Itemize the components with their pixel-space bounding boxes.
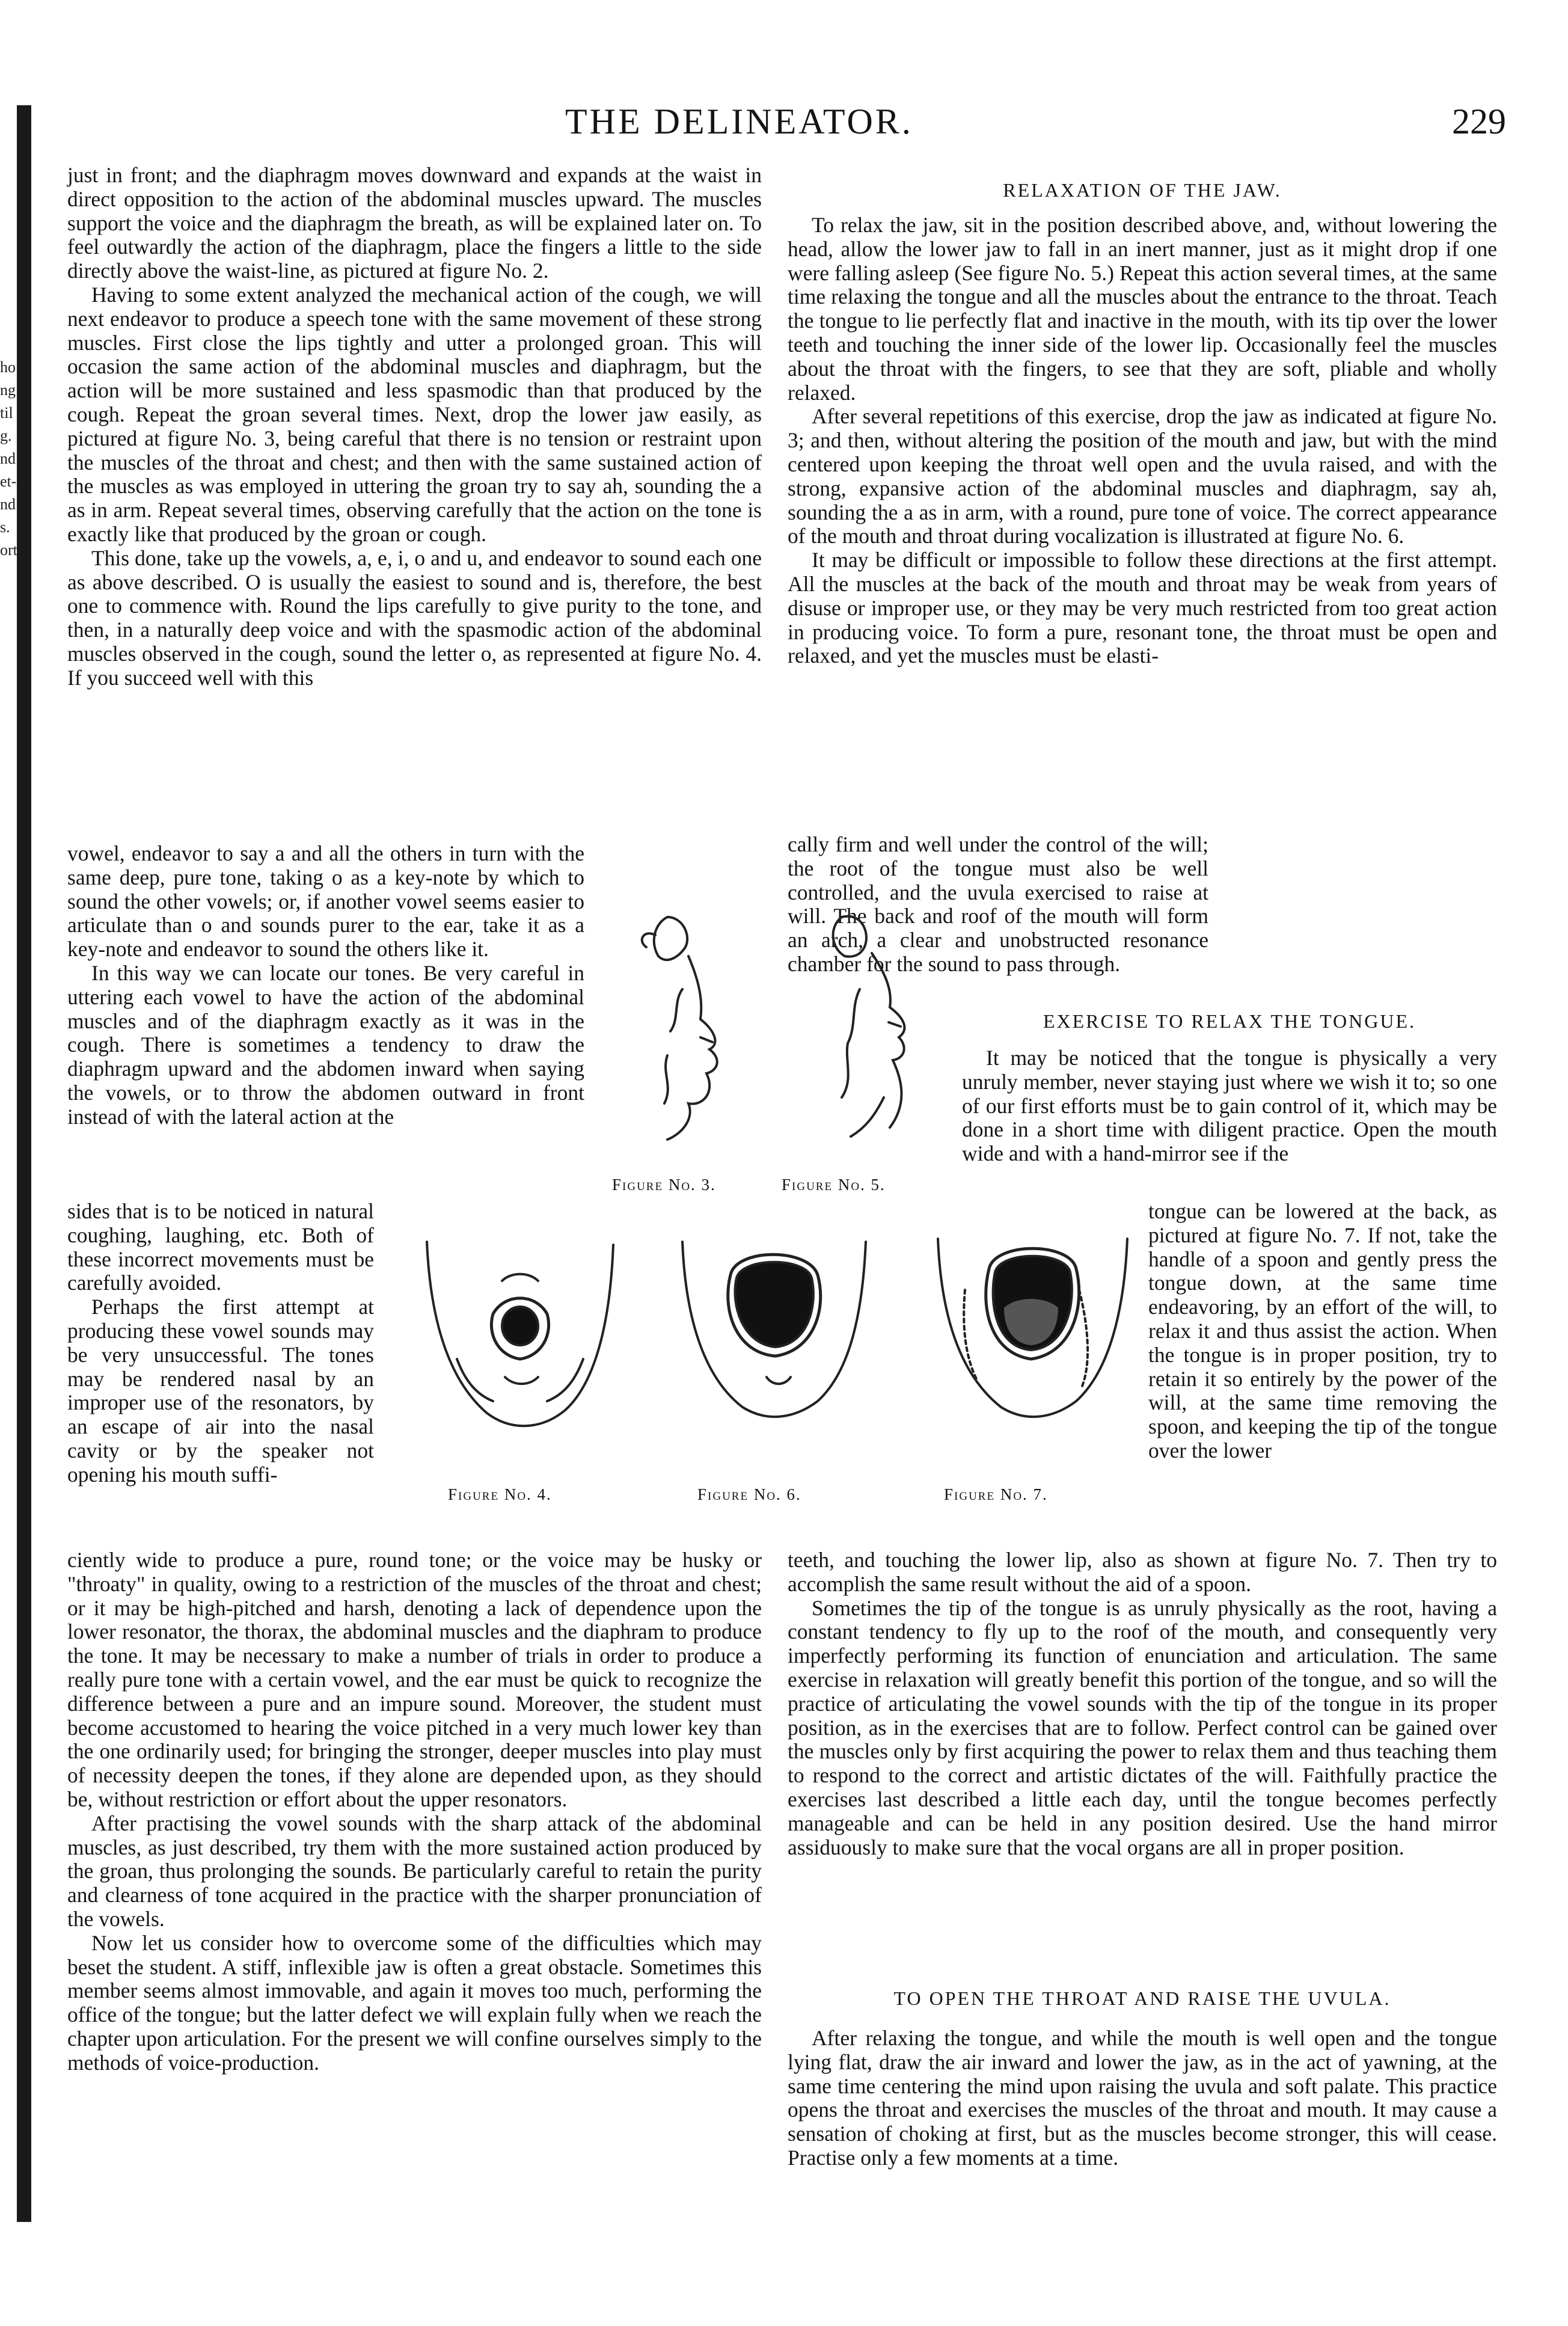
paragraph: To relax the jaw, sit in the position described above, and, without lowering the head, allow the lower jaw to fall in an inert manner, just as it might drop if one were falling asleep (See figure No. 5.) Repeat this action several times, at the same time relaxing the tongue and all the muscles about the entrance to the throat. Teach the tongue to lie perfectly flat and inactive in the mouth, with its tip over the lower teeth and touching the inner side of the lower lip. Occasionally feel the muscles about the throat with the fingers, to see that they are soft, pliable and wholly relaxed.: [788, 213, 1497, 405]
figure-4-illustration: [421, 1239, 619, 1434]
left-column-bottom: [67, 1548, 762, 2075]
paragraph: It may be noticed that the tongue is physically a very unruly member, never staying just where we wish it to; so one of our first efforts must be to gain control of it, which may be done in a short time with diligent practice. Open the mouth wide and with a hand-mirror see if the: [962, 1046, 1497, 1166]
figure-3-illustration: [631, 899, 746, 1146]
gutter-fragment: ho: [0, 358, 16, 376]
paragraph: just in front; and the diaphragm moves downward and expands at the waist in direct opposition to the action of the abdominal muscles upward. The muscles support the voice and the diaphragm the breath, as will be explained later on. To feel outwardly the action of the diaphragm, place the fingers a little to the side directly above the waist-line, as pictured at figure No. 2.: [67, 163, 762, 283]
binding-gutter: [17, 105, 31, 2222]
paragraph: tongue can be lowered at the back, as pictured at figure No. 7. If not, take the handle of a spoon and gently press the tongue down, at the same time endeavoring, by an effort of the will, to relax it and thus assist the action. When the tongue is in proper position, try to retain it so entirely by the power of the will, at the same time removing the spoon, and keeping the tip of the tongue over the lower: [1148, 1199, 1497, 1462]
left-column-top: [67, 164, 762, 690]
tongue-wrap-2: [1148, 1200, 1497, 1463]
left-wrap-2: [67, 1200, 374, 1487]
tongue-wrap-1: [962, 1046, 1497, 1166]
figure-5-caption: Figure No. 5.: [782, 1176, 886, 1194]
gutter-fragment: til: [0, 404, 13, 422]
paragraph: After relaxing the tongue, and while the mouth is well open and the tongue lying flat, draw the air inward and lower the jaw, as in the act of yawning, at the same time centering the mind upon raising the uvula and soft palate. This practice opens the throat and exercises the muscles of the throat and mouth. It may cause a sensation of choking at first, but as the muscles become stronger, this will cease. Practise only a few moments at a time.: [788, 2026, 1497, 2170]
figure-5-illustration: [818, 899, 938, 1146]
section-heading-throat: TO OPEN THE THROAT AND RAISE THE UVULA.: [893, 1987, 1391, 2009]
paragraph: In this way we can locate our tones. Be very careful in uttering each vowel to have the action of the abdominal muscles and of the diaphragm exactly as it was in the cough. There is sometimes a tendency to draw the diaphragm upward and the abdomen inward when saying the vowels, or to throw the abdomen outward in front instead of with the lateral action at the: [67, 960, 584, 1129]
paragraph: Sometimes the tip of the tongue is as unruly physically as the root, having a constant tendency to fly up to the roof of the mouth, and consequently very imperfectly performing its function of enunciation and articulation. The same exercise in relaxation will greatly benefit this portion of the tongue, and so will the practice of articulating the vowel sounds with the tip of the tongue in its proper position, as in the exercises that are to follow. Perfect control can be gained over the muscles only by first acquiring the power to relax them and thus teaching them to respond to the correct and artistic dictates of the will. Faithfully practice the exercises last described a little each day, until the tongue becomes perfectly manageable and can be held in any position desired. Use the hand mirror assiduously to make sure that the vocal organs are all in proper position.: [788, 1595, 1497, 1859]
paragraph: After several repetitions of this exercise, drop the jaw as indicated at figure No. 3; and then, without altering the position of the mouth and jaw, but with the mind centered upon keeping the throat well open and the uvula raised, and with the strong, expansive action of the abdominal muscles and diaphragm, say ah, sounding the a as in arm, with a round, pure tone of voice. The correct appearance of the mouth and throat during vocalization is illustrated at figure No. 6.: [788, 404, 1497, 548]
gutter-fragment: g.: [0, 427, 12, 444]
running-head: THE DELINEATOR.: [565, 102, 913, 141]
gutter-fragment: s.: [0, 518, 10, 536]
paragraph: Perhaps the first attempt at producing these vowel sounds may be very unsuccessful. The tones may be rendered nasal by an improper use of the resonators, by an escape of air into the nasal cavity or by the speaker not opening his mouth suffi-: [67, 1295, 374, 1487]
paragraph: It may be difficult or impossible to follow these directions at the first attempt. All the muscles at the back of the mouth and throat may be weak from years of disuse or improper use, or they may be very much restricted from too great action in producing voice. To form a pure, resonant tone, the throat must be open and relaxed, and yet the muscles must be elasti-: [788, 548, 1497, 668]
figure-7-caption: Figure No. 7.: [944, 1485, 1048, 1503]
figure-3-caption: Figure No. 3.: [612, 1176, 716, 1194]
tongue-section: [788, 1548, 1497, 1859]
paragraph: After practising the vowel sounds with the sharp attack of the abdominal muscles, as just described, try them with the more sustained action produced by the groan, thus prolonging the sounds. Be particularly careful to retain the purity and clearness of tone acquired in the practice with the sharper pronunciation of the vowels.: [67, 1811, 762, 1931]
figure-6-illustration: [676, 1239, 869, 1428]
gutter-fragment: nd: [0, 496, 16, 513]
figure-7-illustration: [929, 1236, 1133, 1428]
paragraph: This done, take up the vowels, a, e, i, o and u, and endeavor to sound each one as above described. O is usually the easiest to sound and is, therefore, the best one to commence with. Round the lips carefully to give purity to the tone, and then, in a naturally deep voice and with the spasmodic action of the abdominal muscles observed in the cough, sound the letter o, as represented at figure No. 4. If you succeed well with this: [67, 545, 762, 690]
gutter-fragment: ng: [0, 381, 16, 399]
throat-section: [788, 2027, 1497, 2170]
figure-6-caption: Figure No. 6.: [697, 1485, 801, 1503]
gutter-fragment: nd: [0, 450, 16, 467]
gutter-fragment: et-: [0, 473, 17, 490]
figure-4-caption: Figure No. 4.: [448, 1485, 552, 1503]
section-heading-tongue: EXERCISE TO RELAX THE TONGUE.: [1043, 1010, 1416, 1032]
paragraph: ciently wide to produce a pure, round tone; or the voice may be husky or "throaty" in quality, owing to a restriction of the muscles of the throat and chest; or it may be high-pitched and harsh, denoting a lack of dependence upon the lower resonator, the thorax, the abdominal muscles and the diaphram to produce the tone. It may be necessary to make a number of trials in order to produce a really pure tone with a certain vowel, and the ear must be quick to recognize the difference between a pure and an impure sound. Moreover, the student must become accustomed to hearing the voice pitched in a very much lower key than the one ordinarily used; for bringing the stronger, deeper muscles into play must of necessity deepen the tones, if they alone are depended upon, as they should be, without restriction or effort about the upper resonators.: [67, 1548, 762, 1811]
section-heading-jaw: RELAXATION OF THE JAW.: [1003, 179, 1282, 201]
paragraph: teeth, and touching the lower lip, also as shown at figure No. 7. Then try to accomplish the same result without the aid of a spoon.: [788, 1548, 1497, 1596]
paragraph: Now let us consider how to overcome some of the difficulties which may beset the student. A stiff, inflexible jaw is often a great obstacle. Sometimes this member seems almost immovable, and again it moves too much, performing the office of the tongue; but the latter defect we will explain fully when we reach the chapter upon articulation. For the present we will confine ourselves simply to the methods of voice-production.: [67, 1930, 762, 2075]
page-number: 229: [1452, 102, 1506, 141]
paragraph: cally firm and well under the control of the will; the root of the tongue must also be well controlled, and the uvula exercised to raise at will. The back and roof of the mouth will form an arch, a clear and unobstructed resonance chamber for the sound to pass through.: [788, 832, 1208, 976]
left-wrap-1: [67, 842, 584, 1129]
jaw-section: [788, 213, 1497, 668]
paragraph: Having to some extent analyzed the mechanical action of the cough, we will next endeavor to produce a speech tone with the same movement of these strong muscles. First close the lips tightly and utter a prolonged groan. This will occasion the same action of the abdominal muscles and diaphragm, but the action will be more sustained and less spasmodic than that produced by the cough. Repeat the groan several times. Next, drop the lower jaw easily, as pictured at figure No. 3, being careful that there is no tension or restraint upon the muscles of the throat and chest; and then with the same sustained action of the muscles as was employed in uttering the groan try to say ah, sounding the a as in arm. Repeat several times, observing carefully that the action on the tone is exactly like that produced by the groan or cough.: [67, 282, 762, 546]
paragraph: sides that is to be noticed in natural coughing, laughing, etc. Both of these incorrect movements must be carefully avoided.: [67, 1199, 374, 1295]
gutter-fragment: ort: [0, 541, 17, 559]
paragraph: vowel, endeavor to say a and all the others in turn with the same deep, pure tone, taking o as a key-note by which to sound the other vowels; or, if another vowel seems easier to articulate than o and sounds purer to the ear, take it as a key-note and endeavor to sound the others like it.: [67, 841, 584, 962]
